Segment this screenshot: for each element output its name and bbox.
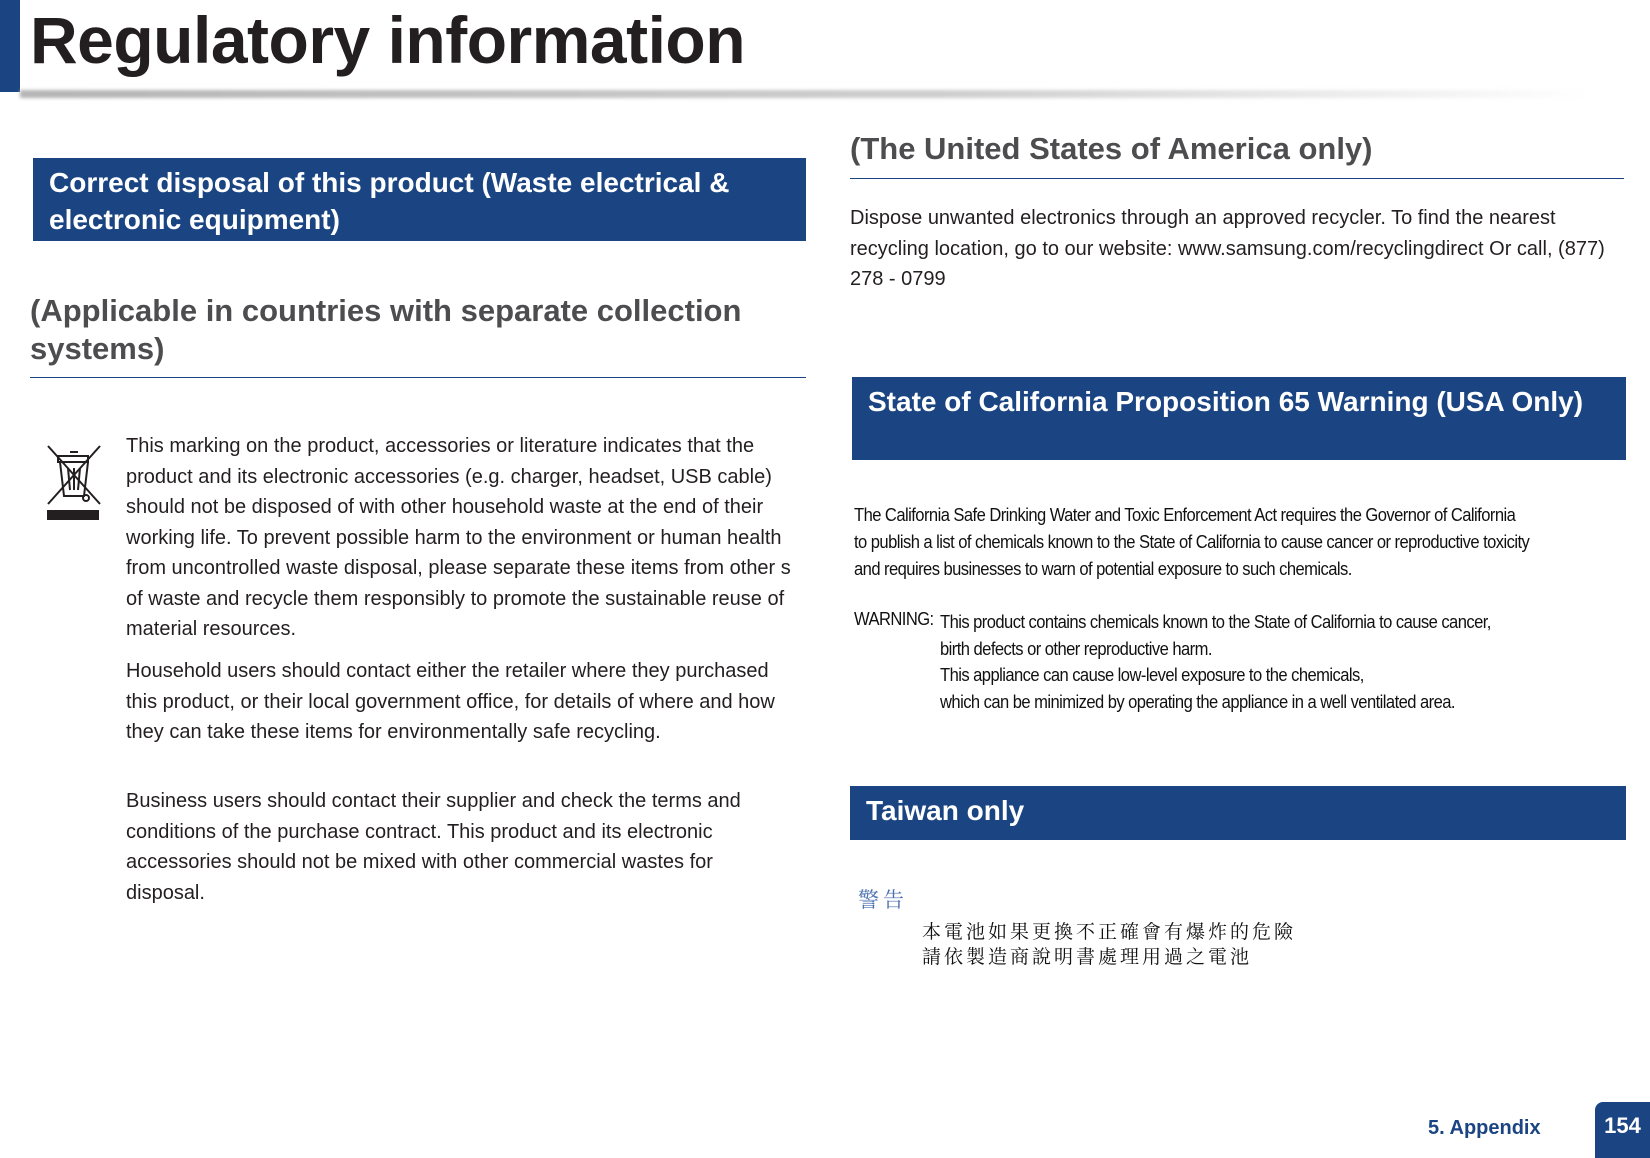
warning-line-4: which can be minimized by operating the appliance in a well ventilated area. — [940, 692, 1455, 712]
taiwan-warning-label: 警告 — [858, 889, 908, 912]
prop65-line-3: and requires businesses to warn of potential exposure to such chemicals. — [854, 559, 1352, 579]
weee-paragraph-1: This marking on the product, accessories or literature indicates that the product and its electronic accessories (e.g. charger, headset, USB cable) should not be disposed of with other household waste at the end of their working life. To prevent possible harm to the environment or human health from uncontrolled waste disposal, please separate these items from other s of waste and recycle them responsibly to promote the sustainable reuse of material resources. — [126, 435, 791, 640]
taiwan-section-banner — [850, 786, 1626, 840]
warning-line-1: This product contains chemicals known to the State of California to cause cancer, — [940, 612, 1491, 632]
warning-label: WARNING: — [854, 609, 934, 629]
prop65-line-1: The California Safe Drinking Water and Toxic Enforcement Act requires the Governor of California — [854, 505, 1516, 525]
prop65-section-banner — [852, 377, 1626, 460]
weee-section-title: Correct disposal of this product (Waste electrical & electronic equipment) — [49, 167, 730, 235]
taiwan-warning-line-2: 請依製造商說明書處理用過之電池 — [922, 947, 1253, 968]
page-title: Regulatory information — [30, 3, 746, 77]
weee-section-banner — [33, 158, 806, 241]
taiwan-section-title: Taiwan only — [866, 795, 1025, 826]
applicable-subheading-text: (Applicable in countries with separate collection systems) — [30, 293, 742, 366]
weee-crossed-bin-icon — [42, 442, 104, 526]
prop65-section-title: State of California Proposition 65 Warning (USA Only) — [868, 386, 1584, 417]
page-number: 154 — [1595, 1102, 1650, 1158]
prop65-line-2: to publish a list of chemicals known to the State of California to cause cancer or reproductive toxicity — [854, 532, 1530, 552]
usa-heading-text: (The United States of America only) — [850, 131, 1373, 166]
taiwan-warning-line-1: 本電池如果更換不正確會有爆炸的危險 — [922, 922, 1297, 943]
weee-paragraph-3: Business users should contact their supplier and check the terms and conditions of the purchase contract. This product and its electronic accessories should not be mixed with other commercial wastes for disposal. — [126, 790, 741, 904]
usa-heading — [850, 130, 1624, 179]
title-divider — [20, 90, 1590, 98]
usa-paragraph: Dispose unwanted electronics through an approved recycler. To find the nearest recycling location, go to our website: www.samsung.com/recyclingdirect Or call, (877) 278 - 0799 — [850, 207, 1605, 290]
footer-section-label: 5. Appendix — [1428, 1117, 1541, 1139]
warning-line-3: This appliance can cause low-level exposure to the chemicals, — [940, 665, 1364, 685]
weee-paragraph-2: Household users should contact either the retailer where they purchased this product, or their local government office, for details of where and how they can take these items for environmentally safe recycling. — [126, 660, 775, 743]
applicable-subheading — [30, 292, 806, 378]
title-accent-bar — [0, 0, 20, 92]
warning-line-2: birth defects or other reproductive harm. — [940, 639, 1212, 659]
